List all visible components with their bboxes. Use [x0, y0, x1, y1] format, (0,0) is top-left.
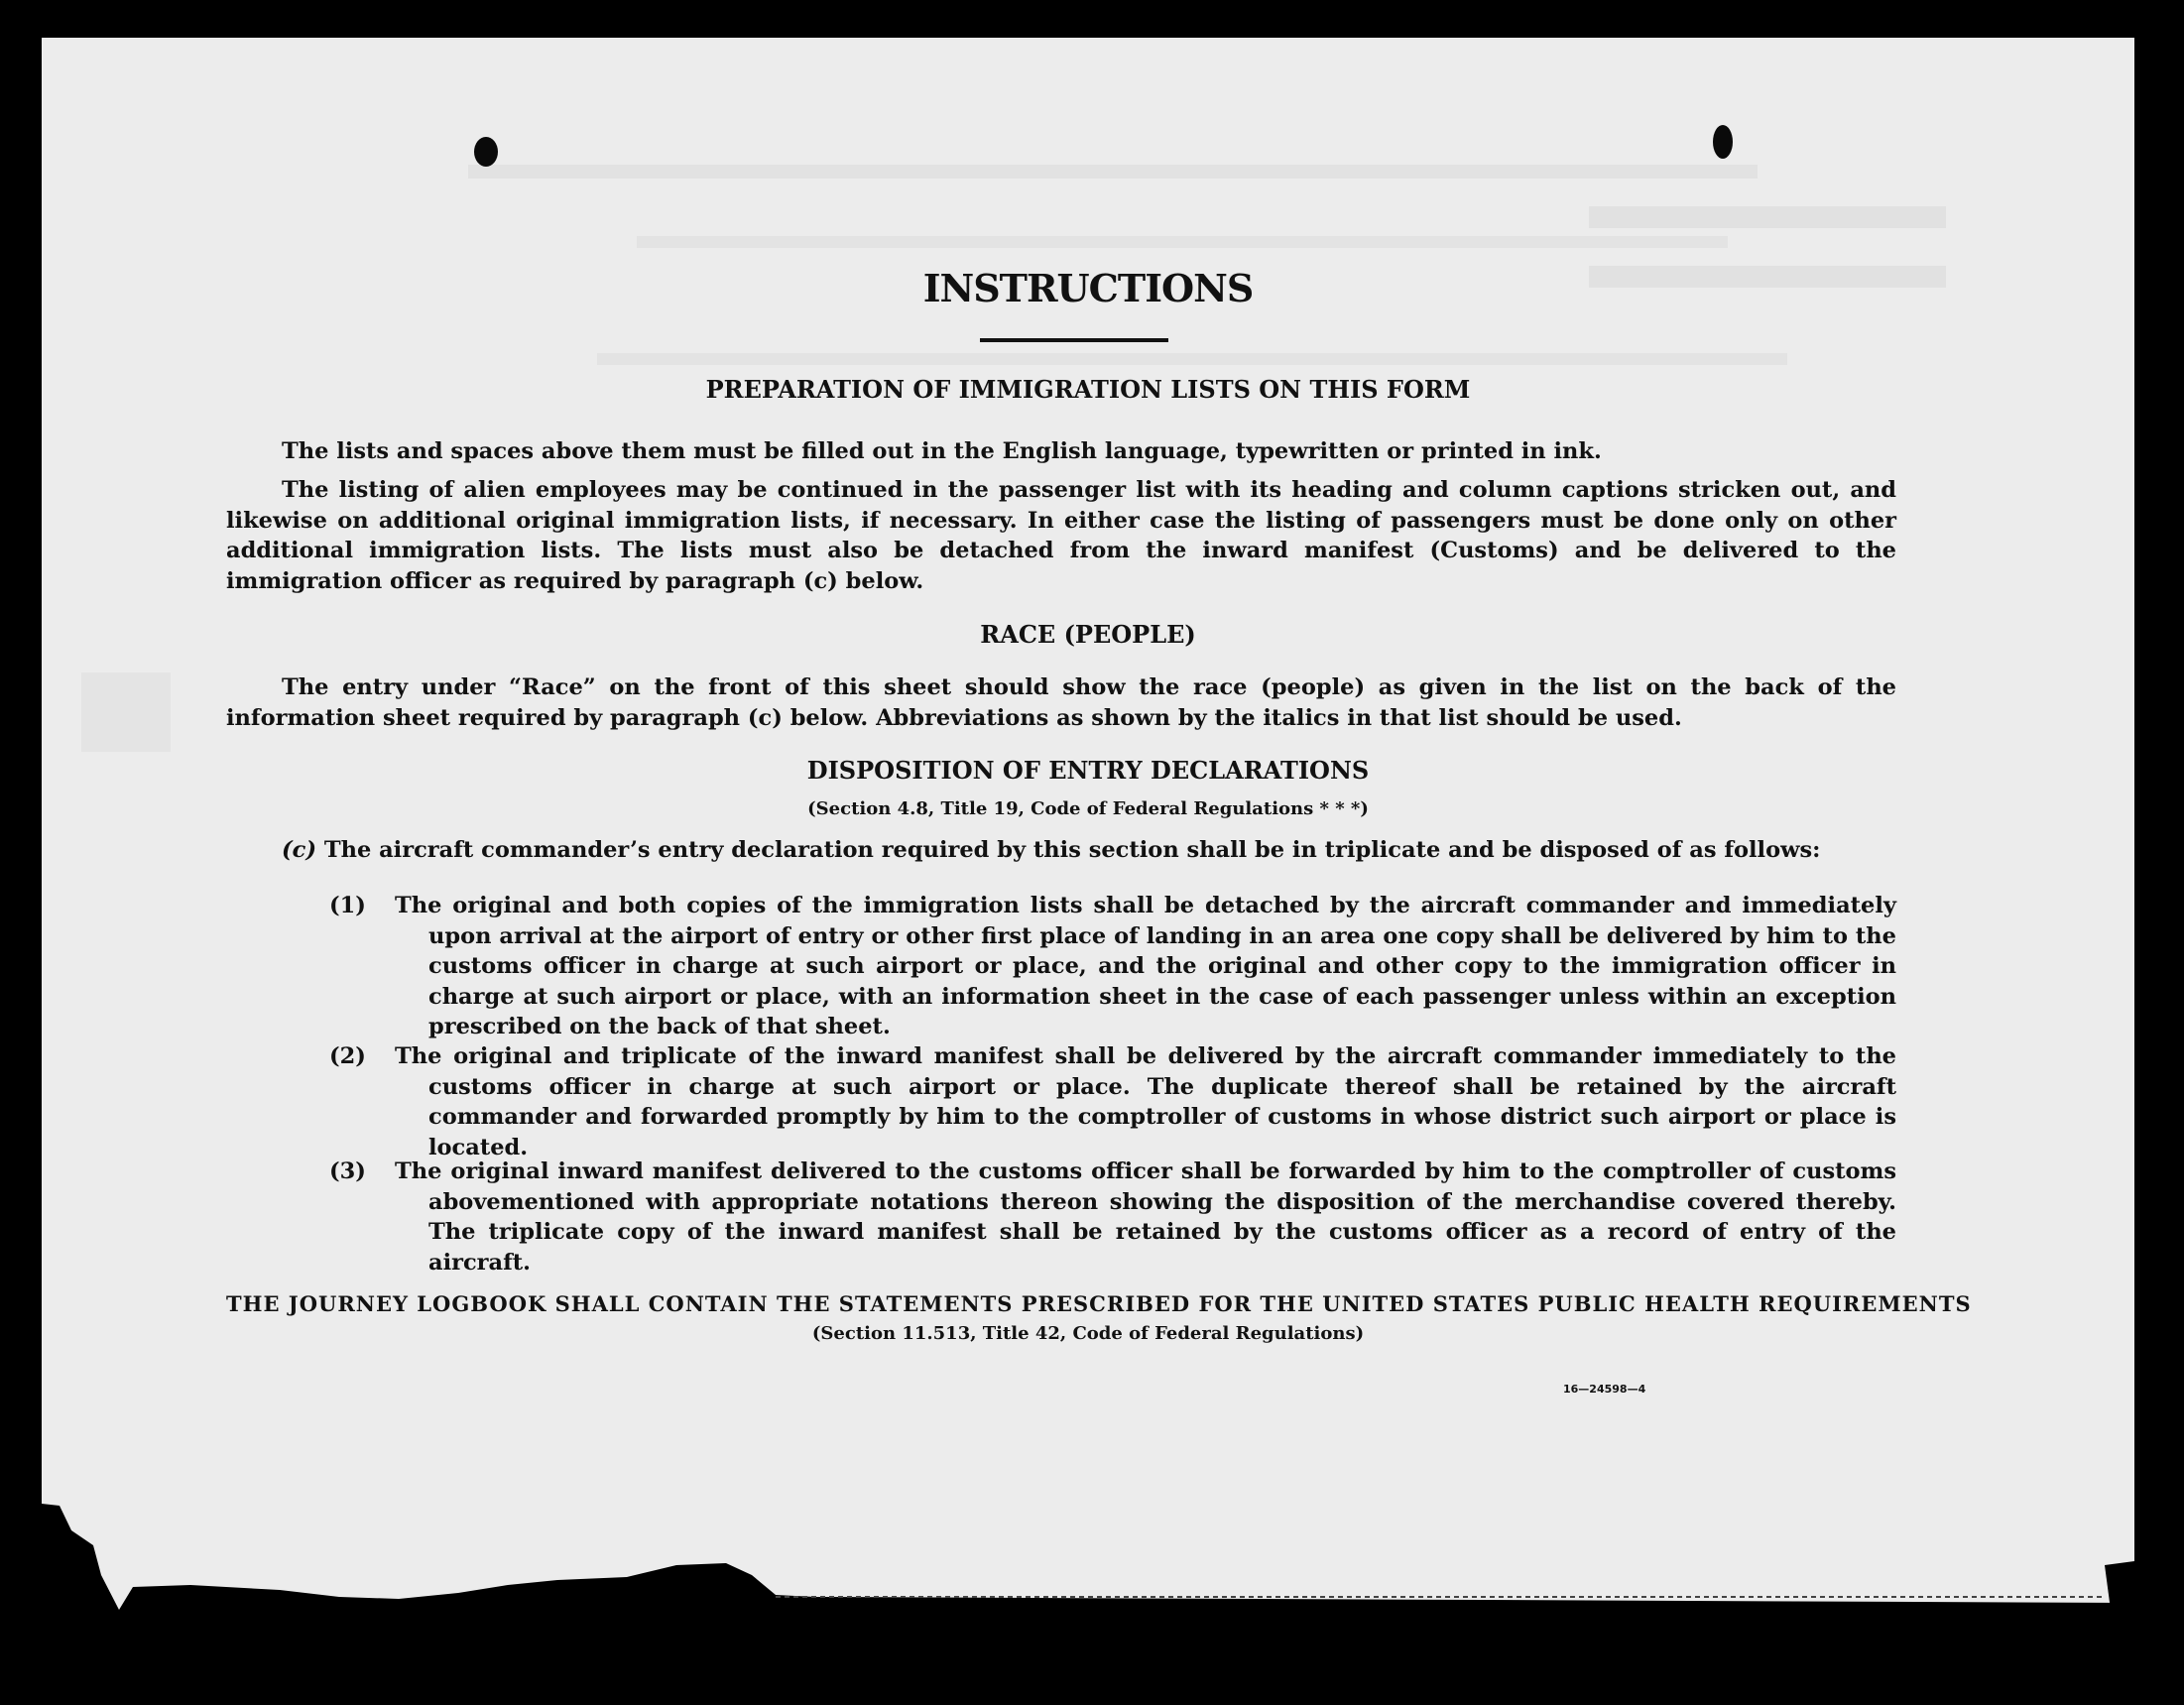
- paragraph-language: The lists and spaces above them must be filled out in the English language, typewritten or printed in ink.: [282, 438, 1602, 464]
- torn-edge: [42, 38, 2134, 1610]
- list-item-text: The original and triplicate of the inward manifest shall be delivered by the aircraft commander immediately to the customs officer in charge at such airport or place. The duplicate thereof shall be retained by the aircraft commander and forwarded promptly by him to the comptroller of customs in whose district such airport or place is located.: [395, 1043, 1896, 1160]
- paragraph-c-label: (c): [282, 837, 316, 863]
- document-sheet: [42, 38, 2134, 1610]
- list-item-number: (2): [329, 1043, 366, 1069]
- paragraph-alien-employees: The listing of alien employees may be continued in the passenger list with its heading and column captions stricken out, and likewise on additional original immigration lists, if necessary. In either case the listing of passengers must be done only on other additional immigration lists. The lists must also be detached from the inward manifest (Customs) and be delivered to the immigration officer as required by paragraph (c) below.: [226, 477, 1896, 594]
- paragraph-race: The entry under “Race” on the front of this sheet should show the race (people) as given in the list on the back of the information sheet required by paragraph (c) below. Abbreviations as shown by the italics in that list should be used.: [226, 674, 1896, 731]
- form-number: 16—24598—4: [1563, 1383, 1646, 1396]
- footer-statement: THE JOURNEY LOGBOOK SHALL CONTAIN THE STATEMENTS PRESCRIBED FOR THE UNITED STATES PUBLIC HEALTH REQUIREMENTS: [226, 1291, 1972, 1316]
- footer-citation: (Section 11.513, Title 42, Code of Federal Regulations): [811, 1323, 1365, 1344]
- section-heading-preparation: PREPARATION OF IMMIGRATION LISTS ON THIS FORM: [705, 375, 1471, 404]
- section-heading-disposition: DISPOSITION OF ENTRY DECLARATIONS: [806, 756, 1370, 785]
- list-item-text: The original and both copies of the immigration lists shall be detached by the aircraft commander and immediately upon arrival at the airport of entry or other first place of landing in an area one copy shall be delivered by him to the customs officer in charge at such airport or place, and the original and other copy to the immigration officer in charge at such airport or place, with an information sheet in the case of each passenger unless within an exception prescribed on the back of that sheet.: [395, 893, 1896, 1039]
- list-item-number: (3): [329, 1158, 366, 1184]
- list-item-number: (1): [329, 893, 366, 918]
- disposition-citation: (Section 4.8, Title 19, Code of Federal Regulations * * *): [807, 798, 1369, 819]
- page-title: INSTRUCTIONS: [922, 266, 1254, 310]
- section-heading-race: RACE (PEOPLE): [980, 620, 1196, 649]
- paragraph-c-text: The aircraft commander’s entry declaration required by this section shall be in triplicate and be disposed of as follows:: [323, 837, 1821, 863]
- list-item-text: The original inward manifest delivered to the customs officer shall be forwarded by him to the comptroller of customs abovementioned with appropriate notations thereon showing the disposition of the merchandise covered thereby. The triplicate copy of the inward manifest shall be retained by the customs officer as a record of entry of the aircraft.: [395, 1158, 1896, 1276]
